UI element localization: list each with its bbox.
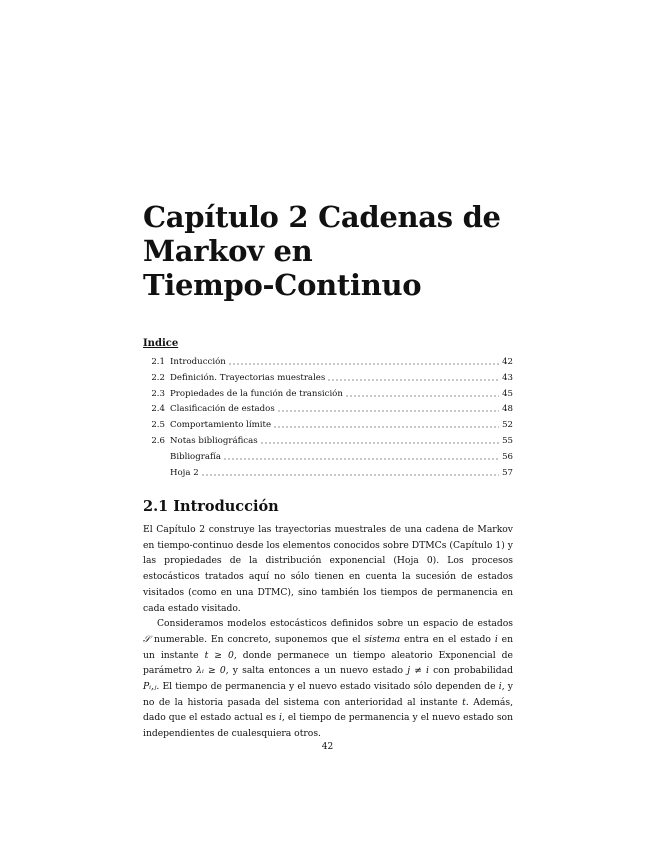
math-j-neq-i: j ≠ i <box>407 665 429 677</box>
toc-entry-number: 2.6 <box>151 435 165 446</box>
toc-entry-page: 43 <box>502 372 513 383</box>
chapter-title-line-2: Markov en <box>143 234 313 268</box>
body-text <box>143 522 513 742</box>
toc-entry[interactable] <box>143 450 513 466</box>
toc-leader-dots <box>260 437 499 447</box>
toc-entry[interactable] <box>143 402 513 418</box>
chapter-title-line-1: Capítulo 2 Cadenas de <box>143 200 501 234</box>
toc-entry-label: Introducción <box>170 357 226 367</box>
toc-entry-page: 42 <box>502 357 513 367</box>
toc-entry[interactable] <box>143 387 513 403</box>
toc-leader-dots <box>223 453 499 463</box>
text-run: , y no de la historia pasada del sistema con anterioridad al instante <box>143 681 513 708</box>
math-i: i <box>494 633 498 645</box>
math-t-ge-0: t ≥ 0 <box>204 649 234 661</box>
toc-leader-dots <box>201 468 499 478</box>
paragraph-2 <box>143 616 513 742</box>
toc-entry-page: 56 <box>502 451 513 462</box>
toc-entry-number: 2.5 <box>151 420 165 431</box>
toc-entry-number: 2.1 <box>151 357 165 367</box>
toc-leader-dots <box>327 374 499 384</box>
toc-entry-label: Comportamiento límite <box>170 420 272 431</box>
math-p-ij: Pᵢ,ⱼ <box>143 681 157 693</box>
toc-leader-dots <box>273 421 499 431</box>
text-run: , el tiempo de permanencia y el nuevo estado son independientes de cualesquiera otros. <box>143 712 513 740</box>
math-i: i <box>498 681 502 693</box>
toc-entry-page: 57 <box>502 467 513 478</box>
toc-entry[interactable] <box>143 371 513 387</box>
toc-entry-number: 2.2 <box>151 372 165 383</box>
toc-entry[interactable] <box>143 418 513 434</box>
math-i: i <box>278 712 282 724</box>
toc-entry[interactable] <box>143 466 513 482</box>
toc-entry-page: 55 <box>502 435 513 446</box>
text-run: . Además, dado que el estado actual es <box>143 696 514 724</box>
text-run: , y salta entonces a un nuevo estado <box>225 665 408 677</box>
section-title: 2.1 Introducción <box>143 498 279 515</box>
math-t: t <box>462 696 466 708</box>
toc-entry[interactable] <box>143 434 513 450</box>
paragraph-1: El Capítulo 2 construye las trayectorias muestrales de una cadena de Markov en tiempo-continuo desde los elementos conocidos sobre DTMCs (Capítulo 1) y las propiedades de la distribución exponencial (Hoja 0). Los procesos estocásticos tratados aquí no sólo tienen en cuenta la sucesión de estados visitados (como en una DTMC), sino también los tiempos de permanencia en cada estado visitado. <box>143 524 513 614</box>
toc-leader-dots <box>277 405 499 415</box>
text-run: entra en el estado <box>400 633 495 645</box>
toc-entry-label: Propiedades de la función de transición <box>170 388 343 399</box>
toc-entry-page: 45 <box>502 388 513 399</box>
page-number: 42 <box>321 742 334 752</box>
toc-leader-dots <box>345 389 499 399</box>
emphasis-sistema: sistema <box>364 633 401 645</box>
toc-entry-label: Clasificación de estados <box>170 404 275 415</box>
toc-entry[interactable] <box>143 355 513 371</box>
text-run: . El tiempo de permanencia y el nuevo estado visitado sólo dependen de <box>156 681 499 693</box>
math-state-space: 𝒮 <box>143 633 151 645</box>
toc-leader-dots <box>228 358 499 368</box>
chapter-title-line-3: Tiempo-Continuo <box>143 268 422 302</box>
text-run: numerable. En concreto, suponemos que el <box>150 633 365 645</box>
toc-entry-page: 48 <box>502 404 513 415</box>
toc-entry-label: Hoja 2 <box>170 467 199 478</box>
text-run: en un instante <box>143 633 513 661</box>
chapter-title <box>143 200 513 302</box>
math-lambda: λᵢ ≥ 0 <box>196 665 226 677</box>
toc-entry-label: Bibliografía <box>170 451 222 462</box>
toc-entry-number: 2.4 <box>151 404 165 415</box>
toc-entry-label: Notas bibliográficas <box>170 435 258 446</box>
table-of-contents <box>143 355 513 481</box>
toc-entry-number: 2.3 <box>151 388 165 399</box>
text-run: , donde permanece un tiempo aleatorio Exponencial de parámetro <box>143 649 513 677</box>
toc-entry-page: 52 <box>502 420 513 431</box>
text-run: con probabilidad <box>428 665 513 677</box>
text-run: Consideramos modelos estocásticos definidos sobre un espacio de estados <box>157 618 513 630</box>
toc-heading: Indice <box>143 338 179 349</box>
toc-entry-label: Definición. Trayectorias muestrales <box>170 372 326 383</box>
